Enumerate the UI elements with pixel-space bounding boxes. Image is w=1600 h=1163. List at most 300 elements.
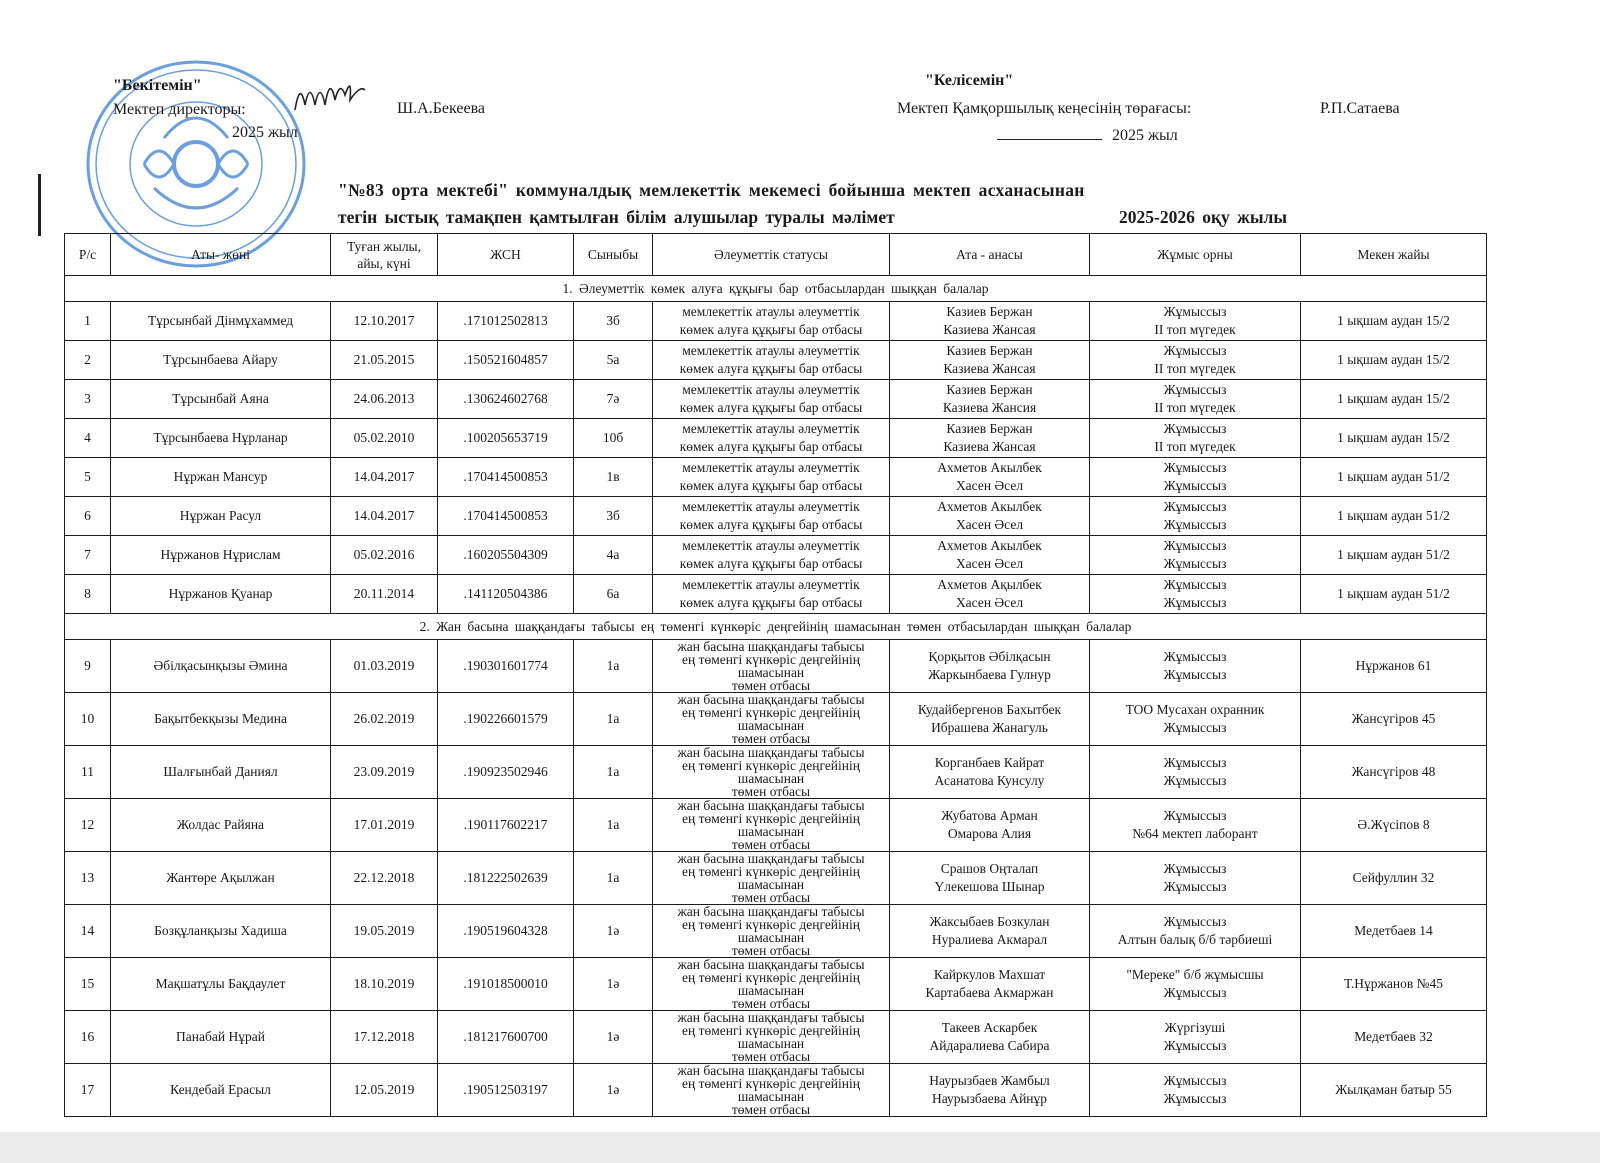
address: Жансүгіров 45 <box>1301 693 1487 746</box>
table-header-row <box>65 234 1487 276</box>
address: 1 ықшам аудан 51/2 <box>1301 458 1487 497</box>
parents <box>890 302 1090 341</box>
social-status-line3: төмен отбасы <box>731 1049 811 1064</box>
social-status-line2: ең төменгі күнкөріс деңгейінің шамасынан <box>682 652 860 680</box>
address: Т.Нұржанов №45 <box>1301 958 1487 1011</box>
workplace-line2: ІІ топ мүгедек <box>1154 322 1236 337</box>
student-name: Тұрсынбаева Нұрланар <box>111 419 331 458</box>
workplace-line2: Жұмыссыз <box>1163 517 1227 532</box>
workplace-line1: Жұмыссыз <box>1163 382 1227 397</box>
social-status-line2: көмек алуға құқығы бар отбасы <box>679 556 863 571</box>
document-title-line1: "№83 орта мектебі" коммуналдық мемлекеттік мекемесі бойынша мектеп асханасынан <box>338 180 1085 200</box>
row-number: 11 <box>65 746 111 799</box>
parents <box>890 536 1090 575</box>
parent-line1: Казиев Бержан <box>946 343 1033 358</box>
student-name: Нұржанов Қуанар <box>111 575 331 614</box>
address: 1 ықшам аудан 51/2 <box>1301 536 1487 575</box>
social-status <box>653 341 890 380</box>
social-status-line2: көмек алуға құқығы бар отбасы <box>679 517 863 532</box>
table-row <box>65 693 1487 746</box>
iin: .190923502946 <box>438 746 574 799</box>
workplace-line2: Жұмыссыз <box>1163 1091 1227 1106</box>
social-status <box>653 575 890 614</box>
agree-year-line <box>997 127 1178 145</box>
social-status-line3: төмен отбасы <box>731 784 811 799</box>
parents <box>890 640 1090 693</box>
parent-line2: Казиева Жансая <box>943 322 1036 337</box>
social-status-line1: жан басына шаққандағы табысы <box>677 639 865 654</box>
table-row <box>65 852 1487 905</box>
row-number: 14 <box>65 905 111 958</box>
class: 7ә <box>574 380 653 419</box>
social-status <box>653 799 890 852</box>
student-name: Тұрсынбаева Айару <box>111 341 331 380</box>
workplace-line2: Алтын балық б/б тәрбиеші <box>1117 932 1273 947</box>
parent-line1: Такеев Аскарбек <box>941 1020 1038 1035</box>
social-status <box>653 302 890 341</box>
birth-date: 23.09.2019 <box>331 746 438 799</box>
director-signature <box>290 70 370 120</box>
class: 1ә <box>574 958 653 1011</box>
parents <box>890 575 1090 614</box>
social-status-line2: ең төменгі күнкөріс деңгейінің шамасынан <box>682 705 860 733</box>
workplace-line2: Жұмыссыз <box>1163 879 1227 894</box>
document-title-line2-text: тегін ыстық тамақпен қамтылған білім алушылар туралы мәлімет <box>338 207 895 227</box>
birth-date: 05.02.2016 <box>331 536 438 575</box>
parents <box>890 852 1090 905</box>
row-number: 12 <box>65 799 111 852</box>
social-status-line1: жан басына шаққандағы табысы <box>677 904 865 919</box>
scan-edge <box>0 1132 1600 1163</box>
iin: .171012502813 <box>438 302 574 341</box>
director-role: Мектеп директоры: <box>113 101 246 118</box>
workplace-line2: Жұмыссыз <box>1163 1038 1227 1053</box>
parent-line2: Казиева Жансая <box>943 361 1036 376</box>
table-row <box>65 341 1487 380</box>
parent-line2: Хасен Әсел <box>955 478 1024 493</box>
class: 1а <box>574 693 653 746</box>
student-name: Тұрсынбай Дінмұхаммед <box>111 302 331 341</box>
student-name: Жантөре Ақылжан <box>111 852 331 905</box>
parents <box>890 380 1090 419</box>
parents <box>890 905 1090 958</box>
row-number: 9 <box>65 640 111 693</box>
workplace-line1: Жұмыссыз <box>1163 499 1227 514</box>
address: Нұржанов 61 <box>1301 640 1487 693</box>
school-year: 2025-2026 оқу жылы <box>1119 207 1287 227</box>
social-status-line1: мемлекеттік атаулы әлеуметтік <box>682 577 860 592</box>
address: Медетбаев 14 <box>1301 905 1487 958</box>
parent-line2: Хасен Әсел <box>955 556 1024 571</box>
iin: .190301601774 <box>438 640 574 693</box>
social-status <box>653 746 890 799</box>
workplace-line2: Жұмыссыз <box>1163 667 1227 682</box>
iin: .150521604857 <box>438 341 574 380</box>
table-row <box>65 497 1487 536</box>
class: 1ә <box>574 905 653 958</box>
social-status <box>653 419 890 458</box>
student-name: Нұржан Расул <box>111 497 331 536</box>
social-status <box>653 497 890 536</box>
workplace <box>1090 497 1301 536</box>
workplace-line2: Жұмыссыз <box>1163 720 1227 735</box>
parent-line2: Омарова Алия <box>947 826 1032 841</box>
parent-line1: Ахметов Акылбек <box>937 460 1042 475</box>
row-number: 6 <box>65 497 111 536</box>
parent-line1: Корганбаев Кайрат <box>934 755 1045 770</box>
row-number: 17 <box>65 1064 111 1117</box>
social-status-line1: жан басына шаққандағы табысы <box>677 798 865 813</box>
social-status <box>653 640 890 693</box>
parents <box>890 1011 1090 1064</box>
parent-line1: Кудайбергенов Бахытбек <box>917 702 1062 717</box>
header-col-iin: ЖСН <box>438 234 574 276</box>
workplace-line1: Жұмыссыз <box>1163 1073 1227 1088</box>
workplace-line2: ІІ топ мүгедек <box>1154 439 1236 454</box>
parents <box>890 799 1090 852</box>
parent-line1: Ахметов Акылбек <box>937 499 1042 514</box>
social-status <box>653 380 890 419</box>
iin: .190117602217 <box>438 799 574 852</box>
header-col-workplace: Жұмыс орны <box>1090 234 1301 276</box>
address: Медетбаев 32 <box>1301 1011 1487 1064</box>
workplace-line2: Жұмыссыз <box>1163 773 1227 788</box>
class: 1а <box>574 852 653 905</box>
workplace-line1: Жұмыссыз <box>1163 343 1227 358</box>
workplace-line1: Жұмыссыз <box>1163 914 1227 929</box>
class: 1в <box>574 458 653 497</box>
header-col-number: Р/с <box>65 234 111 276</box>
class: 3б <box>574 302 653 341</box>
row-number: 7 <box>65 536 111 575</box>
social-status-line2: ең төменгі күнкөріс деңгейінің шамасынан <box>682 811 860 839</box>
social-status <box>653 958 890 1011</box>
student-name: Кендебай Ерасыл <box>111 1064 331 1117</box>
student-name: Тұрсынбай Аяна <box>111 380 331 419</box>
birth-date: 01.03.2019 <box>331 640 438 693</box>
workplace <box>1090 575 1301 614</box>
social-status-line2: ең төменгі күнкөріс деңгейінің шамасынан <box>682 917 860 945</box>
birth-date: 17.01.2019 <box>331 799 438 852</box>
table-row <box>65 302 1487 341</box>
birth-date: 12.10.2017 <box>331 302 438 341</box>
social-status-line1: мемлекеттік атаулы әлеуметтік <box>682 304 860 319</box>
birth-date: 12.05.2019 <box>331 1064 438 1117</box>
table-row <box>65 640 1487 693</box>
workplace-line2: ІІ топ мүгедек <box>1154 400 1236 415</box>
class: 1а <box>574 799 653 852</box>
parent-line1: Казиев Бержан <box>946 304 1033 319</box>
row-number: 10 <box>65 693 111 746</box>
birth-date: 22.12.2018 <box>331 852 438 905</box>
parent-line2: Хасен Әсел <box>955 595 1024 610</box>
workplace-line2: Жұмыссыз <box>1163 556 1227 571</box>
student-name: Бақытбекқызы Медина <box>111 693 331 746</box>
header-col-birth-date: Туған жылы, айы, күні <box>331 234 438 276</box>
workplace <box>1090 852 1301 905</box>
parent-line1: Ахметов Акылбек <box>937 538 1042 553</box>
parent-line1: Наурызбаев Жамбыл <box>929 1073 1050 1088</box>
parent-line1: Ахметов Ақылбек <box>937 577 1042 592</box>
parents <box>890 958 1090 1011</box>
workplace <box>1090 302 1301 341</box>
document-title-line2 <box>338 207 1287 228</box>
workplace-line1: Жұмыссыз <box>1163 460 1227 475</box>
social-status-line2: көмек алуға құқығы бар отбасы <box>679 322 863 337</box>
workplace-line1: Жұмыссыз <box>1163 304 1227 319</box>
social-status-line1: жан басына шаққандағы табысы <box>677 957 865 972</box>
birth-date: 14.04.2017 <box>331 458 438 497</box>
social-status-line1: жан басына шаққандағы табысы <box>677 745 865 760</box>
parent-line2: Айдаралиева Сабира <box>929 1038 1050 1053</box>
birth-date: 21.05.2015 <box>331 341 438 380</box>
row-number: 5 <box>65 458 111 497</box>
table-row <box>65 746 1487 799</box>
header-col-parents: Ата - анасы <box>890 234 1090 276</box>
iin: .190226601579 <box>438 693 574 746</box>
workplace <box>1090 746 1301 799</box>
parents <box>890 458 1090 497</box>
workplace <box>1090 419 1301 458</box>
workplace <box>1090 905 1301 958</box>
student-name: Панабай Нұрай <box>111 1011 331 1064</box>
social-status <box>653 536 890 575</box>
agree-year: 2025 жыл <box>1112 127 1178 144</box>
student-name: Жолдас Райяна <box>111 799 331 852</box>
social-status-line3: төмен отбасы <box>731 996 811 1011</box>
student-name: Нұржанов Нұрислам <box>111 536 331 575</box>
parents <box>890 1064 1090 1117</box>
social-status-line3: төмен отбасы <box>731 943 811 958</box>
parent-line2: Наурызбаева Айнұр <box>931 1091 1048 1106</box>
workplace-line2: Жұмыссыз <box>1163 595 1227 610</box>
social-status-line2: көмек алуға құқығы бар отбасы <box>679 439 863 454</box>
student-name: Нұржан Мансур <box>111 458 331 497</box>
approve-year: 2025 жыл <box>232 124 298 141</box>
address: Жансүгіров 48 <box>1301 746 1487 799</box>
class: 10б <box>574 419 653 458</box>
social-status-line1: жан басына шаққандағы табысы <box>677 851 865 866</box>
class: 4а <box>574 536 653 575</box>
workplace <box>1090 536 1301 575</box>
council-chair-name: Р.П.Сатаева <box>1320 100 1400 117</box>
table-row <box>65 799 1487 852</box>
workplace-line1: Жұмыссыз <box>1163 649 1227 664</box>
social-status <box>653 905 890 958</box>
class: 1а <box>574 746 653 799</box>
address: 1 ықшам аудан 15/2 <box>1301 302 1487 341</box>
workplace <box>1090 1011 1301 1064</box>
parent-line1: Кайркулов Махшат <box>933 967 1046 982</box>
row-number: 16 <box>65 1011 111 1064</box>
class: 3б <box>574 497 653 536</box>
birth-date: 17.12.2018 <box>331 1011 438 1064</box>
director-name: Ш.А.Бекеева <box>397 100 486 117</box>
workplace <box>1090 380 1301 419</box>
table-row <box>65 575 1487 614</box>
class: 1ә <box>574 1011 653 1064</box>
parent-line2: Хасен Әсел <box>955 517 1024 532</box>
social-status-line1: жан басына шаққандағы табысы <box>677 692 865 707</box>
student-name: Бозқұланқызы Хадиша <box>111 905 331 958</box>
workplace-line2: ІІ топ мүгедек <box>1154 361 1236 376</box>
row-number: 4 <box>65 419 111 458</box>
social-status <box>653 1064 890 1117</box>
parents <box>890 497 1090 536</box>
social-status <box>653 693 890 746</box>
workplace-line1: ТОО Мусахан охранник <box>1125 702 1265 717</box>
table-row <box>65 380 1487 419</box>
parent-line2: Ибрашева Жанагуль <box>931 720 1048 735</box>
iin: .181217600700 <box>438 1011 574 1064</box>
parent-line1: Срашов Оңталап <box>940 861 1039 876</box>
table-row <box>65 536 1487 575</box>
iin: .170414500853 <box>438 497 574 536</box>
parent-line2: Асанатова Кунсулу <box>934 773 1045 788</box>
social-status-line3: төмен отбасы <box>731 731 811 746</box>
iin: .160205504309 <box>438 536 574 575</box>
iin: .181222502639 <box>438 852 574 905</box>
scan-mark <box>38 174 41 236</box>
parent-line1: Жаксыбаев Бозкулан <box>929 914 1050 929</box>
iin: .100205653719 <box>438 419 574 458</box>
parent-line1: Жубатова Арман <box>941 808 1038 823</box>
section-row <box>65 276 1487 302</box>
parent-line2: Картабаева Акмаржан <box>925 985 1054 1000</box>
header-col-address: Мекен жайы <box>1301 234 1487 276</box>
approval-block <box>113 74 246 122</box>
section-row <box>65 614 1487 640</box>
workplace-line1: Жүргізуші <box>1164 1020 1226 1035</box>
workplace <box>1090 1064 1301 1117</box>
row-number: 1 <box>65 302 111 341</box>
social-status-line2: ең төменгі күнкөріс деңгейінің шамасынан <box>682 970 860 998</box>
table-row <box>65 958 1487 1011</box>
social-status-line2: ең төменгі күнкөріс деңгейінің шамасынан <box>682 1076 860 1104</box>
parents <box>890 746 1090 799</box>
social-status-line3: төмен отбасы <box>731 837 811 852</box>
birth-date: 26.02.2019 <box>331 693 438 746</box>
social-status-line2: көмек алуға құқығы бар отбасы <box>679 595 863 610</box>
parent-line2: Үлекешова Шынар <box>934 879 1045 894</box>
address: Ә.Жүсіпов 8 <box>1301 799 1487 852</box>
workplace-line1: Жұмыссыз <box>1163 861 1227 876</box>
workplace <box>1090 341 1301 380</box>
parents <box>890 341 1090 380</box>
birth-date: 14.04.2017 <box>331 497 438 536</box>
date-blank <box>997 139 1102 140</box>
workplace <box>1090 640 1301 693</box>
class: 6а <box>574 575 653 614</box>
social-status <box>653 852 890 905</box>
social-status-line2: көмек алуға құқығы бар отбасы <box>679 400 863 415</box>
header-col-social-status: Әлеуметтік статусы <box>653 234 890 276</box>
workplace-line1: Жұмыссыз <box>1163 808 1227 823</box>
address: 1 ықшам аудан 51/2 <box>1301 497 1487 536</box>
header-col-class: Сыныбы <box>574 234 653 276</box>
social-status-line3: төмен отбасы <box>731 1102 811 1117</box>
birth-date: 24.06.2013 <box>331 380 438 419</box>
social-status-line1: мемлекеттік атаулы әлеуметтік <box>682 460 860 475</box>
row-number: 2 <box>65 341 111 380</box>
parent-line2: Жаркынбаева Гулнур <box>928 667 1051 682</box>
iin: .170414500853 <box>438 458 574 497</box>
iin: .130624602768 <box>438 380 574 419</box>
iin: .191018500010 <box>438 958 574 1011</box>
row-number: 8 <box>65 575 111 614</box>
parents <box>890 693 1090 746</box>
workplace <box>1090 693 1301 746</box>
birth-date: 18.10.2019 <box>331 958 438 1011</box>
social-status-line2: ең төменгі күнкөріс деңгейінің шамасынан <box>682 758 860 786</box>
birth-date: 19.05.2019 <box>331 905 438 958</box>
parent-line1: Қорқытов Әбілқасын <box>928 649 1051 664</box>
table-row <box>65 1011 1487 1064</box>
class: 1а <box>574 640 653 693</box>
workplace-line2: Жұмыссыз <box>1163 985 1227 1000</box>
workplace <box>1090 799 1301 852</box>
header-col-full-name: Аты- жөні <box>111 234 331 276</box>
address: Сейфуллин 32 <box>1301 852 1487 905</box>
social-status-line1: мемлекеттік атаулы әлеуметтік <box>682 382 860 397</box>
address: Жылқаман батыр 55 <box>1301 1064 1487 1117</box>
workplace-line2: №64 мектеп лаборант <box>1132 826 1258 841</box>
section-title: 1. Әлеуметтік көмек алуға құқығы бар отбасылардан шыққан балалар <box>65 276 1487 302</box>
address: 1 ықшам аудан 15/2 <box>1301 380 1487 419</box>
row-number: 13 <box>65 852 111 905</box>
class: 5а <box>574 341 653 380</box>
parent-line2: Нуралиева Акмарал <box>931 932 1048 947</box>
social-status-line1: жан басына шаққандағы табысы <box>677 1010 865 1025</box>
social-status <box>653 458 890 497</box>
parent-line2: Казиева Жансия <box>942 400 1037 415</box>
social-status-line1: мемлекеттік атаулы әлеуметтік <box>682 343 860 358</box>
student-name: Шалғынбай Даниял <box>111 746 331 799</box>
agree-title: "Келісемін" <box>925 72 1014 89</box>
approve-title: "Бекітемін" <box>113 77 202 94</box>
workplace-line1: Жұмыссыз <box>1163 577 1227 592</box>
address: 1 ықшам аудан 15/2 <box>1301 341 1487 380</box>
student-name: Әбілқасынқызы Әмина <box>111 640 331 693</box>
parents <box>890 419 1090 458</box>
student-name: Мақшатұлы Бақдаулет <box>111 958 331 1011</box>
social-status-line2: ең төменгі күнкөріс деңгейінің шамасынан <box>682 1023 860 1051</box>
social-status-line1: мемлекеттік атаулы әлеуметтік <box>682 499 860 514</box>
parent-line1: Казиев Бержан <box>946 421 1033 436</box>
iin: .190519604328 <box>438 905 574 958</box>
row-number: 15 <box>65 958 111 1011</box>
row-number: 3 <box>65 380 111 419</box>
social-status-line3: төмен отбасы <box>731 890 811 905</box>
address: 1 ықшам аудан 51/2 <box>1301 575 1487 614</box>
parent-line2: Казиева Жансая <box>943 439 1036 454</box>
table-row <box>65 905 1487 958</box>
table-row <box>65 458 1487 497</box>
social-status-line1: мемлекеттік атаулы әлеуметтік <box>682 538 860 553</box>
section-title: 2. Жан басына шаққандағы табысы ең төменгі күнкөріс деңгейінің шамасынан төмен отбасылардан шыққан балалар <box>65 614 1487 640</box>
birth-date: 20.11.2014 <box>331 575 438 614</box>
workplace <box>1090 958 1301 1011</box>
class: 1ә <box>574 1064 653 1117</box>
social-status-line2: көмек алуға құқығы бар отбасы <box>679 478 863 493</box>
birth-date: 05.02.2010 <box>331 419 438 458</box>
parent-line1: Казиев Бержан <box>946 382 1033 397</box>
social-status-line1: жан басына шаққандағы табысы <box>677 1063 865 1078</box>
social-status-line2: көмек алуға құқығы бар отбасы <box>679 361 863 376</box>
iin: .141120504386 <box>438 575 574 614</box>
workplace-line1: "Мереке" б/б жұмысшы <box>1126 967 1264 982</box>
social-status-line1: мемлекеттік атаулы әлеуметтік <box>682 421 860 436</box>
